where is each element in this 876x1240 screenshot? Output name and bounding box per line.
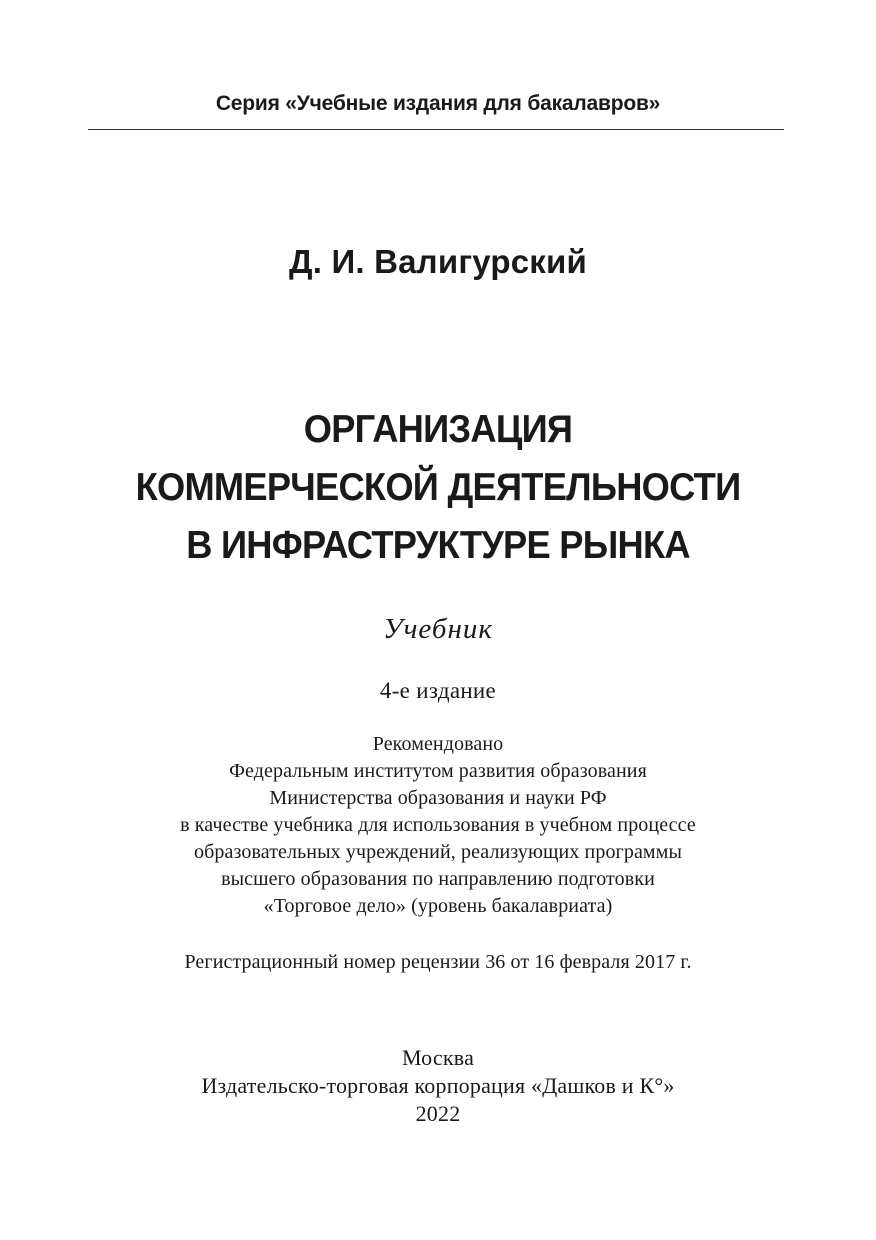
imprint-block [0, 1044, 876, 1128]
series-title: Серия «Учебные издания для бакалавров» [215, 92, 661, 115]
header-divider [88, 129, 784, 130]
imprint-year: 2022 [415, 1101, 461, 1126]
recommendation-line: Министерства образования и науки РФ [269, 787, 607, 809]
book-title-line: В ИНФРАСТРУКТУРЕ РЫНКА [186, 524, 690, 567]
recommendation-line: образовательных учреждений, реализующих программы [194, 841, 682, 863]
imprint-publisher: Издательско-торговая корпорация «Дашков и К°» [201, 1073, 675, 1098]
recommendation-block [0, 731, 876, 920]
author-name: Д. И. Валигурский [289, 243, 587, 280]
imprint-city: Москва [401, 1045, 475, 1070]
recommendation-line: Рекомендовано [372, 733, 504, 755]
edition-label: 4-е издание [379, 678, 497, 703]
recommendation-line: в качестве учебника для использования в учебном процессе [180, 814, 696, 836]
book-title-line: КОММЕРЧЕСКОЙ ДЕЯТЕЛЬНОСТИ [135, 466, 741, 509]
recommendation-line: Федеральным институтом развития образования [229, 760, 647, 782]
book-type: Учебник [383, 613, 493, 645]
registration-number: Регистрационный номер рецензии 36 от 16 февраля 2017 г. [184, 951, 692, 973]
book-title-line: ОРГАНИЗАЦИЯ [303, 408, 573, 451]
book-title [31, 401, 846, 575]
recommendation-line: «Торговое дело» (уровень бакалавриата) [263, 895, 613, 917]
recommendation-line: высшего образования по направлению подготовки [221, 868, 655, 890]
